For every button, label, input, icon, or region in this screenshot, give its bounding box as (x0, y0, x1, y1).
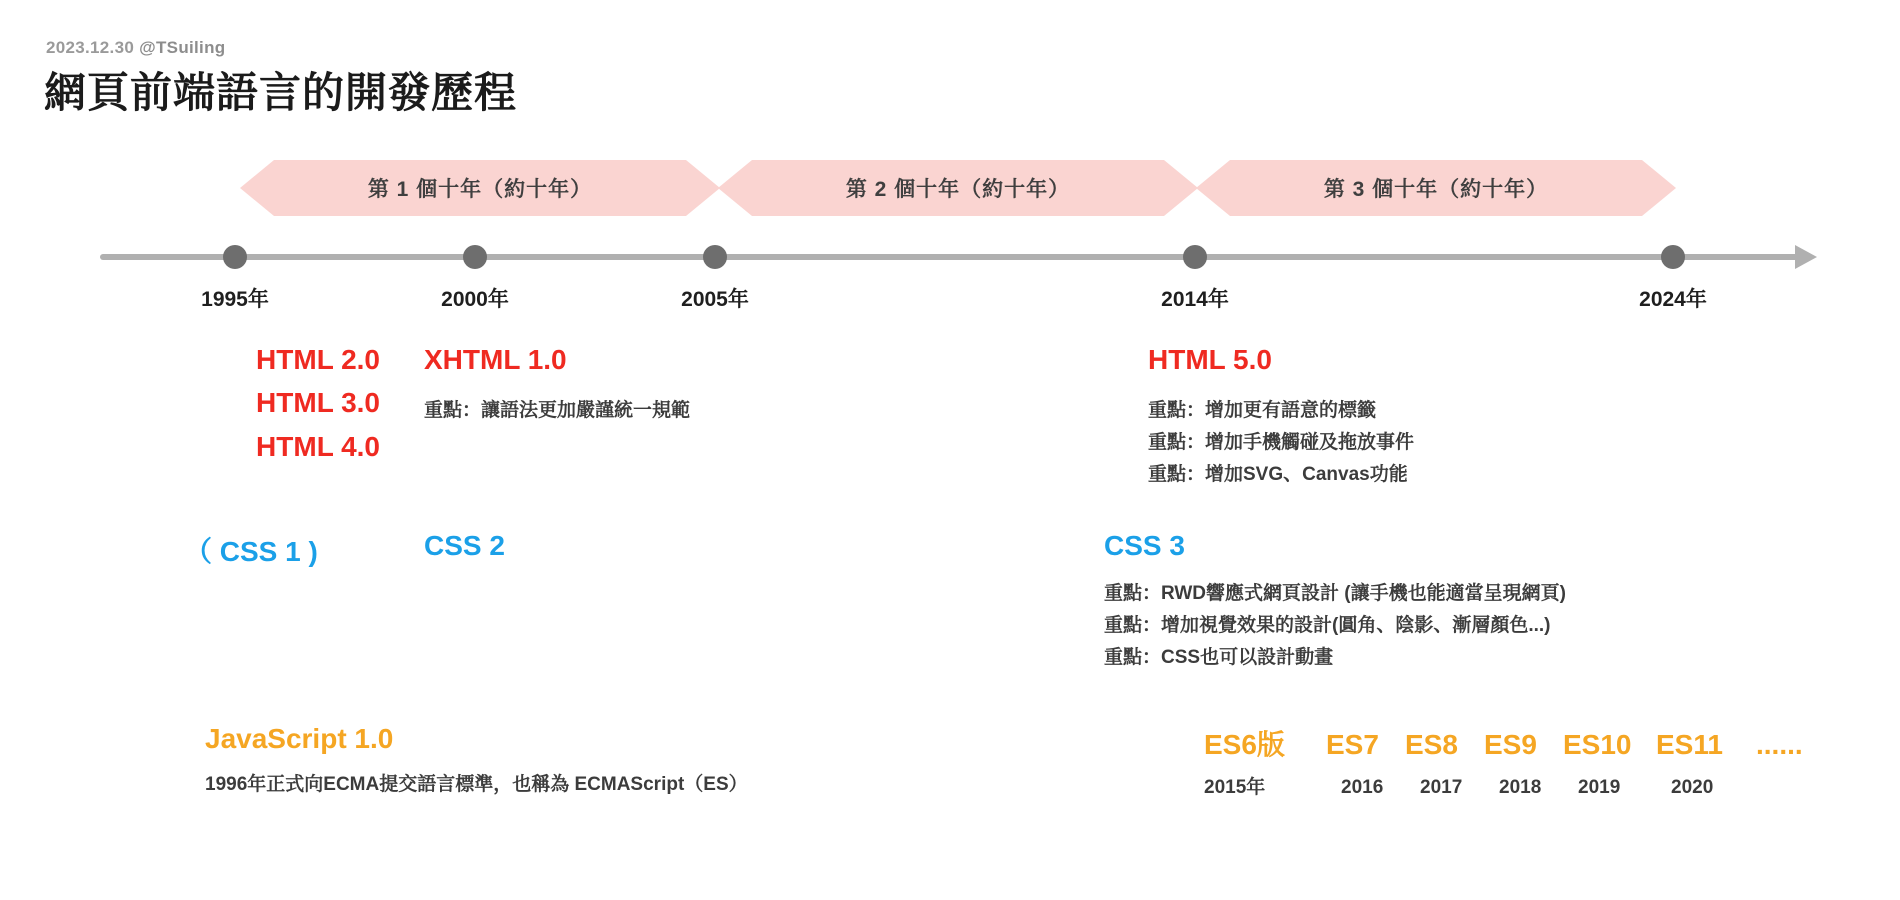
html5-column (1148, 338, 1414, 491)
es-years-row (1204, 772, 1713, 799)
es-version: ES7 (1326, 729, 1379, 760)
timeline-year-label: 1995年 (201, 288, 269, 311)
javascript-note: 1996年正式向ECMA提交語言標準，也稱為 ECMAScript（ES） (205, 774, 748, 795)
css3-note: 重點：RWD響應式網頁設計 (讓手機也能適當呈現網頁) (1104, 583, 1566, 604)
page-title: 網頁前端語言的開發歷程 (44, 69, 518, 116)
css2-column (424, 530, 505, 562)
html-version-item: HTML 4.0 (256, 430, 380, 462)
css3-title: CSS 3 (1104, 530, 1185, 561)
html5-note: 重點：增加更有語意的標籤 (1148, 400, 1377, 422)
css1-column (184, 530, 318, 570)
es-versions-row (1204, 723, 1803, 763)
meta-date: 2023.12.30 (46, 38, 135, 57)
timeline-dot (463, 245, 487, 269)
es-year: 2016 (1341, 777, 1384, 798)
html-version-item: HTML 3.0 (256, 387, 380, 419)
html-versions-column (60, 338, 380, 468)
html5-note: 重點：增加SVG、Canvas功能 (1148, 464, 1408, 486)
html5-note: 重點：增加手機觸碰及拖放事件 (1148, 432, 1415, 454)
css1-title: （ CSS 1 ) (184, 536, 318, 567)
meta-handle: @TSuiling (139, 38, 226, 57)
timeline-year-label: 2000年 (441, 288, 509, 311)
es-version-ellipsis: ...... (1756, 729, 1803, 760)
css3-note: 重點：CSS也可以設計動畫 (1104, 646, 1334, 668)
es-year: 2020 (1671, 777, 1714, 798)
decade-band-3 (1196, 160, 1676, 216)
javascript-title: JavaScript 1.0 (205, 723, 394, 754)
decade-label: 第 2 個十年（約十年） (845, 178, 1071, 201)
es-version: ES6版 (1204, 729, 1285, 760)
timeline-year-label: 2005年 (681, 288, 749, 311)
es-year: 2019 (1578, 777, 1621, 798)
es-version: ES11 (1656, 729, 1723, 760)
css3-note: 重點：增加視覺效果的設計(圓角、陰影、漸層顏色...) (1104, 614, 1551, 636)
timeline-year-label: 2024年 (1639, 288, 1707, 311)
decade-band-2 (718, 160, 1198, 216)
es-year: 2018 (1499, 777, 1542, 798)
timeline-year-label: 2014年 (1161, 288, 1229, 311)
timeline-axis (100, 254, 1800, 260)
es-year: 2015年 (1204, 777, 1266, 798)
decade-band-1 (240, 160, 720, 216)
es-year: 2017 (1420, 777, 1463, 798)
xhtml-title: XHTML 1.0 (424, 344, 567, 375)
xhtml-note: 重點：讓語法更加嚴謹統一規範 (424, 400, 691, 422)
timeline-dot (1661, 245, 1685, 269)
css2-title: CSS 2 (424, 530, 505, 561)
decade-label: 第 3 個十年（約十年） (1323, 178, 1549, 201)
css3-column (1104, 530, 1566, 674)
es-version: ES9 (1484, 729, 1537, 760)
timeline-dot (703, 245, 727, 269)
es-version: ES8 (1405, 729, 1458, 760)
xhtml-column (424, 338, 690, 427)
html-version-item: HTML 2.0 (256, 344, 380, 375)
javascript-column (205, 723, 748, 801)
decade-label: 第 1 個十年（約十年） (367, 178, 593, 201)
timeline-dot (1183, 245, 1207, 269)
timeline-dot (223, 245, 247, 269)
timeline-arrow-icon (1795, 245, 1817, 269)
es-version: ES10 (1563, 729, 1632, 760)
meta-line (46, 38, 225, 58)
html5-title: HTML 5.0 (1148, 344, 1272, 375)
